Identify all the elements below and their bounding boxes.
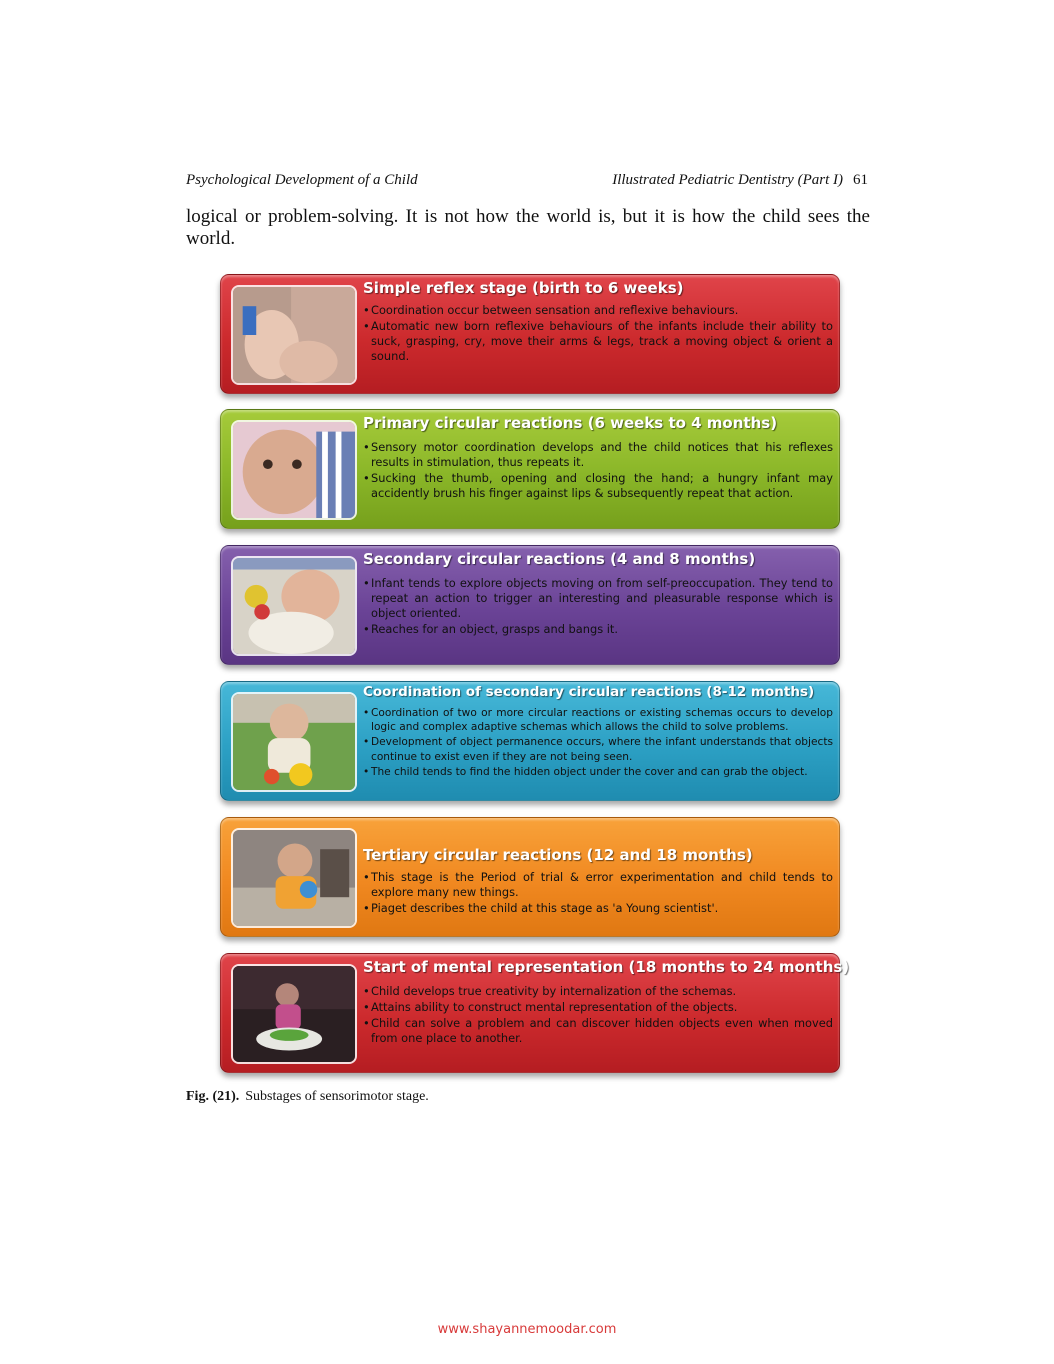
stage-card-coordination-secondary [220, 681, 840, 801]
running-header-right [612, 172, 868, 189]
stage-bullets [363, 576, 833, 638]
stage-title: Secondary circular reactions (4 and 8 months) [363, 550, 756, 568]
stage-bullet: • This stage is the Period of trial & error experimentation and child tends to explore many new things. [363, 870, 833, 900]
stage-bullet: • The child tends to find the hidden object under the cover and can grab the object. [363, 765, 833, 779]
stage-bullets [363, 440, 833, 502]
stage-bullet: • Child can solve a problem and can discover hidden objects even when moved from one place to another. [363, 1016, 833, 1046]
figure-caption [186, 1089, 429, 1105]
toddler-on-ride-photo [231, 964, 357, 1064]
running-header-left: Psychological Development of a Child [186, 172, 418, 188]
stage-bullet: • Sensory motor coordination develops and the child notices that his reflexes results in stimulation, thus repeats it. [363, 440, 833, 470]
stage-bullet: • Attains ability to construct mental representation of the objects. [363, 1000, 833, 1015]
stage-bullet: • Sucking the thumb, opening and closing the hand; a hungry infant may accidently brush his finger against lips & subsequently repeat that action. [363, 471, 833, 501]
infant-thumb-sucking-photo [231, 420, 357, 520]
infant-feet-photo [231, 285, 357, 385]
intro-paragraph: logical or problem-solving. It is not how the world is, but it is how the child sees the world. [186, 206, 870, 249]
stage-card-simple-reflex [220, 274, 840, 394]
stage-title: Start of mental representation (18 months to 24 months) [363, 958, 850, 976]
stage-card-secondary-circular [220, 545, 840, 665]
running-header-title: Illustrated Pediatric Dentistry (Part I) [612, 172, 843, 188]
figure-caption-text: Substages of sensorimotor stage. [245, 1089, 429, 1104]
stage-bullet: • Coordination of two or more circular reactions or existing schemas occurs to develop logic and complex adaptive schemas which allows the child to solve problems. [363, 706, 833, 734]
stage-title: Simple reflex stage (birth to 6 weeks) [363, 279, 684, 297]
stage-bullet: • Infant tends to explore objects moving on from self-preoccupation. They tend to repeat an action to trigger an interesting and pleasurable response which is object oriented. [363, 576, 833, 621]
stage-bullets [363, 303, 833, 365]
page-number: 61 [853, 172, 868, 188]
stage-bullet: • Piaget describes the child at this stage as 'a Young scientist'. [363, 901, 833, 916]
footer-website: www.shayannemoodar.com [437, 1322, 617, 1337]
stage-bullet: • Automatic new born reflexive behaviours of the infants include their ability to suck, grasping, cry, move their arms & legs, track a moving object & orient a sound. [363, 319, 833, 364]
stage-title: Tertiary circular reactions (12 and 18 months) [363, 846, 753, 864]
toddler-playing-photo [231, 828, 357, 928]
stage-card-tertiary-circular [220, 817, 840, 937]
stage-bullets [363, 706, 833, 780]
stage-bullet: • Reaches for an object, grasps and bangs it. [363, 622, 833, 637]
stage-title: Coordination of secondary circular reactions (8-12 months) [363, 684, 815, 700]
stage-card-primary-circular [220, 409, 840, 529]
stage-bullet: • Child develops true creativity by internalization of the schemas. [363, 984, 833, 999]
stage-card-mental-representation [220, 953, 850, 1073]
figure-label: Fig. (21). [186, 1089, 240, 1104]
infant-sitting-photo [231, 692, 357, 792]
stage-bullets [363, 984, 833, 1047]
stage-bullets [363, 870, 833, 917]
stage-bullet: • Coordination occur between sensation and reflexive behaviours. [363, 303, 833, 318]
stage-title: Primary circular reactions (6 weeks to 4 months) [363, 414, 778, 432]
stage-bullet: • Development of object permanence occurs, where the infant understands that objects continue to exist even if they are not being seen. [363, 735, 833, 763]
infant-with-toy-photo [231, 556, 357, 656]
